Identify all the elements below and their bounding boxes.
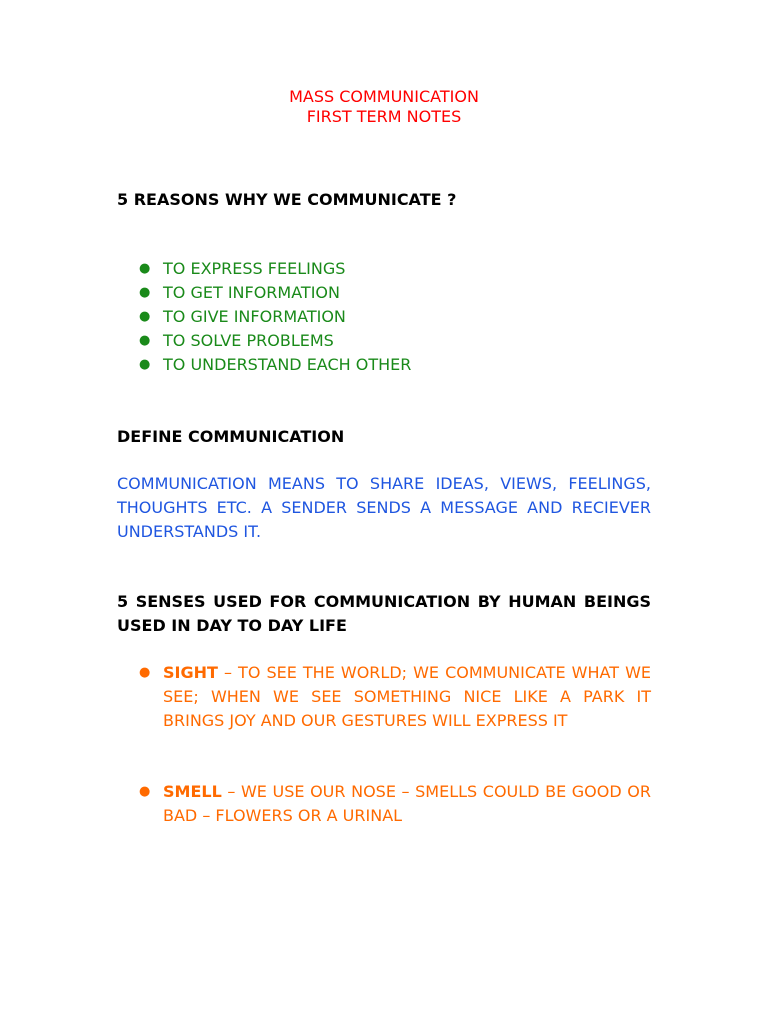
bullet-icon: ● [139, 665, 151, 680]
list-item [117, 305, 617, 329]
sense-term: SMELL [163, 782, 222, 801]
reason-text: TO SOLVE PROBLEMS [163, 331, 334, 350]
bullet-icon: ● [139, 333, 151, 348]
reasons-list [117, 257, 617, 377]
list-item [117, 281, 617, 305]
reasons-heading: 5 REASONS WHY WE COMMUNICATE ? [117, 190, 457, 209]
list-item [117, 257, 617, 281]
senses-heading: 5 SENSES USED FOR COMMUNICATION BY HUMAN BEINGS USED IN DAY TO DAY LIFE [117, 592, 651, 635]
bullet-icon: ● [139, 309, 151, 324]
sense-description: – WE USE OUR NOSE – SMELLS COULD BE GOOD OR BAD – FLOWERS OR A URINAL [163, 782, 651, 825]
reason-text: TO GET INFORMATION [163, 283, 340, 302]
reason-text: TO GIVE INFORMATION [163, 307, 346, 326]
sense-term: SIGHT [163, 663, 218, 682]
definition-text: COMMUNICATION MEANS TO SHARE IDEAS, VIEWS, FEELINGS, THOUGHTS ETC. A SENDER SENDS A MESSAGE AND RECIEVER UNDERSTANDS IT. [117, 474, 651, 541]
document-subtitle: FIRST TERM NOTES [306, 107, 462, 126]
document-title: MASS COMMUNICATION [289, 87, 479, 106]
reason-text: TO EXPRESS FEELINGS [163, 259, 346, 278]
reason-text: TO UNDERSTAND EACH OTHER [163, 355, 412, 374]
sense-item-smell [117, 780, 651, 828]
bullet-icon: ● [139, 784, 151, 799]
sense-description: – TO SEE THE WORLD; WE COMMUNICATE WHAT WE SEE; WHEN WE SEE SOMETHING NICE LIKE A PARK IT BRINGS JOY AND OUR GESTURES WILL EXPRESS IT [163, 663, 651, 730]
definition-heading: DEFINE COMMUNICATION [117, 427, 345, 446]
bullet-icon: ● [139, 357, 151, 372]
bullet-icon: ● [139, 285, 151, 300]
sense-item-sight [117, 661, 651, 733]
list-item [117, 353, 617, 377]
list-item [117, 329, 617, 353]
bullet-icon: ● [139, 261, 151, 276]
